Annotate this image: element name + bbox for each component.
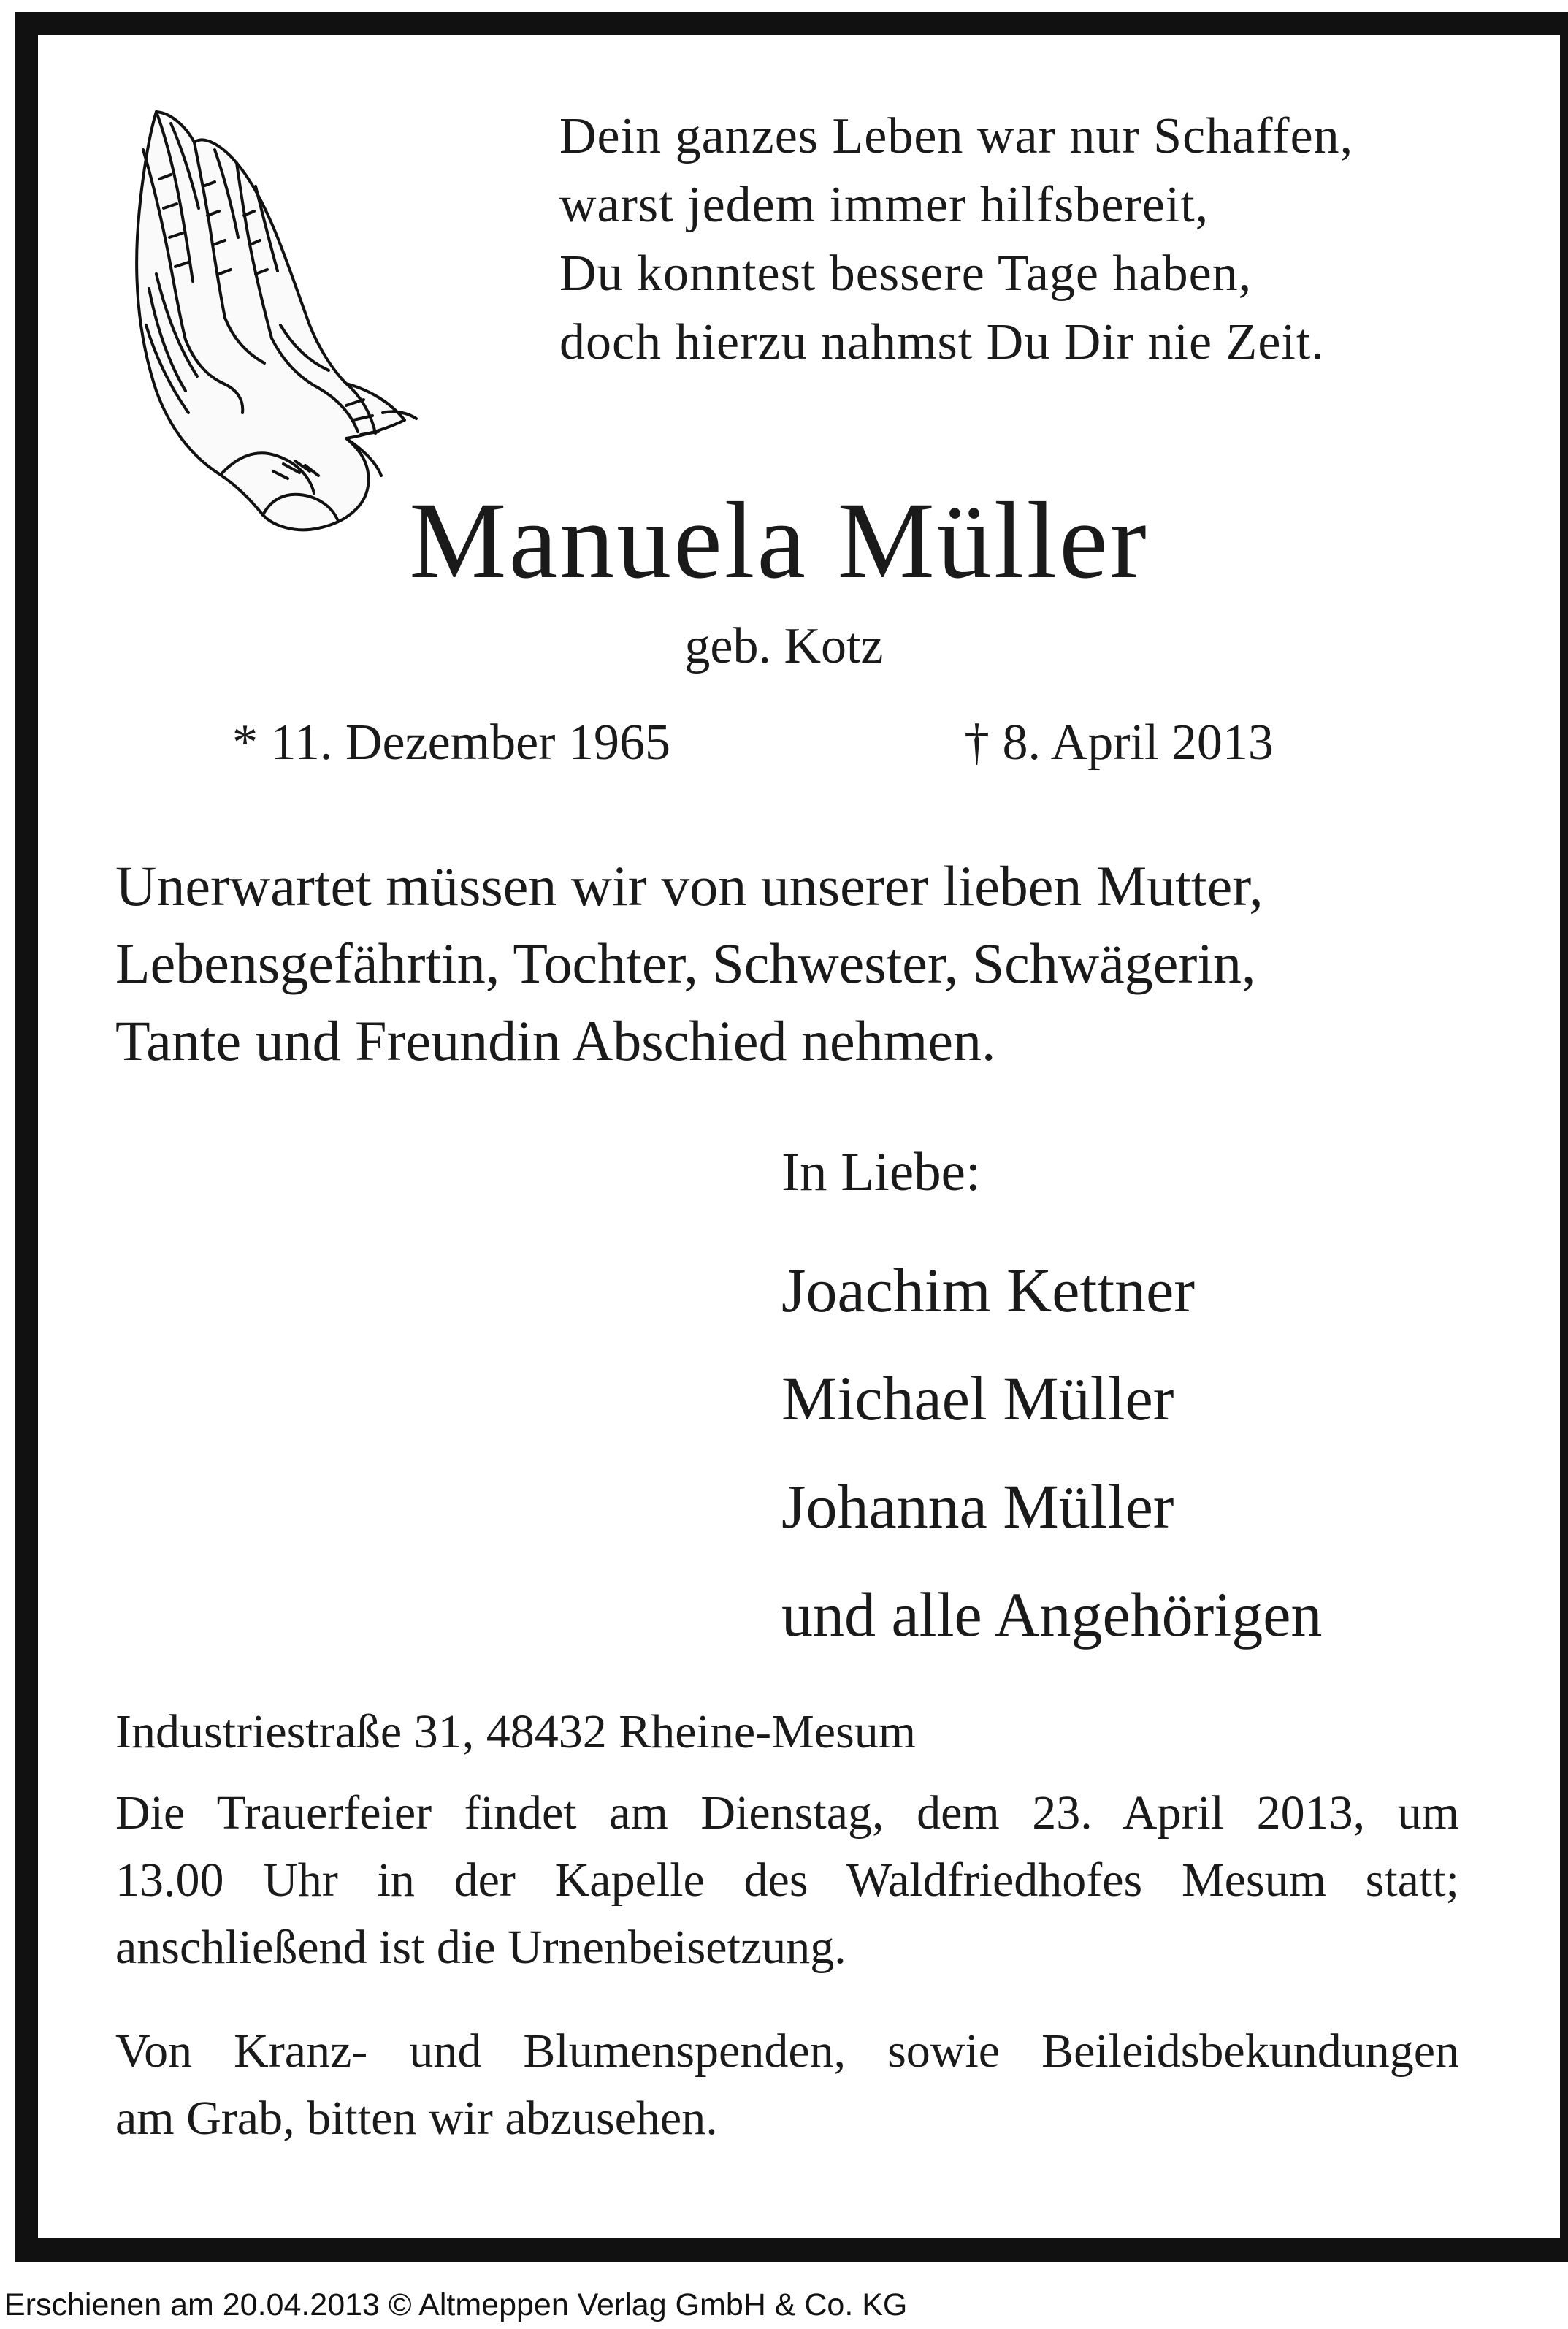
flowers-note: [115, 2018, 1459, 2152]
deceased-name-block: [0, 482, 1568, 599]
publication-footer: Erschienen am 20.04.2013 © Altmeppen Verlag GmbH & Co. KG: [4, 2287, 908, 2322]
announcement-line: Tante und Freundin Abschied nehmen.: [115, 1009, 996, 1072]
family-address: Industriestraße 31, 48432 Rheine-Mesum: [115, 1705, 917, 1758]
announcement-line: Unerwartet müssen wir von unserer lieben Mutter,: [115, 854, 1263, 918]
death-date: † 8. April 2013: [964, 714, 1274, 771]
ceremony-line: Die Trauerfeier findet am Dienstag, dem 23. April 2013, um: [115, 1786, 1459, 1840]
flowers-note-line: am Grab, bitten wir abzusehen.: [115, 2092, 718, 2145]
mourners-intro: In Liebe:: [781, 1142, 981, 1202]
ceremony-line: anschließend ist die Urnenbeisetzung.: [115, 1921, 846, 1974]
poem-line: warst jedem immer hilfsbereit,: [559, 177, 1209, 233]
mourner-name: Johanna Müller: [781, 1471, 1174, 1541]
ceremony-details: [115, 1780, 1459, 1981]
mourner-name: Michael Müller: [781, 1363, 1174, 1433]
memorial-poem: [559, 102, 1353, 377]
mourner-name: und alle Angehörigen: [781, 1579, 1323, 1650]
ceremony-line: 13.00 Uhr in der Kapelle des Waldfriedhofes Mesum statt;: [115, 1853, 1459, 1907]
announcement-line: Lebensgefährtin, Tochter, Schwester, Schwägerin,: [115, 931, 1256, 995]
poem-line: doch hierzu nahmst Du Dir nie Zeit.: [559, 314, 1325, 370]
deceased-name: Manuela Müller: [409, 480, 1149, 601]
poem-line: Dein ganzes Leben war nur Schaffen,: [559, 108, 1354, 164]
maiden-name: geb. Kotz: [684, 618, 884, 674]
praying-hands-icon: [127, 106, 422, 537]
flowers-note-line: Von Kranz- und Blumenspenden, sowie Beileidsbekundungen: [115, 2024, 1459, 2078]
birth-date: * 11. Dezember 1965: [232, 714, 670, 771]
poem-line: Du konntest bessere Tage haben,: [559, 245, 1253, 302]
mourner-name: Joachim Kettner: [781, 1255, 1195, 1325]
mourners-list: [781, 1236, 1322, 1669]
announcement-text: [115, 847, 1263, 1080]
